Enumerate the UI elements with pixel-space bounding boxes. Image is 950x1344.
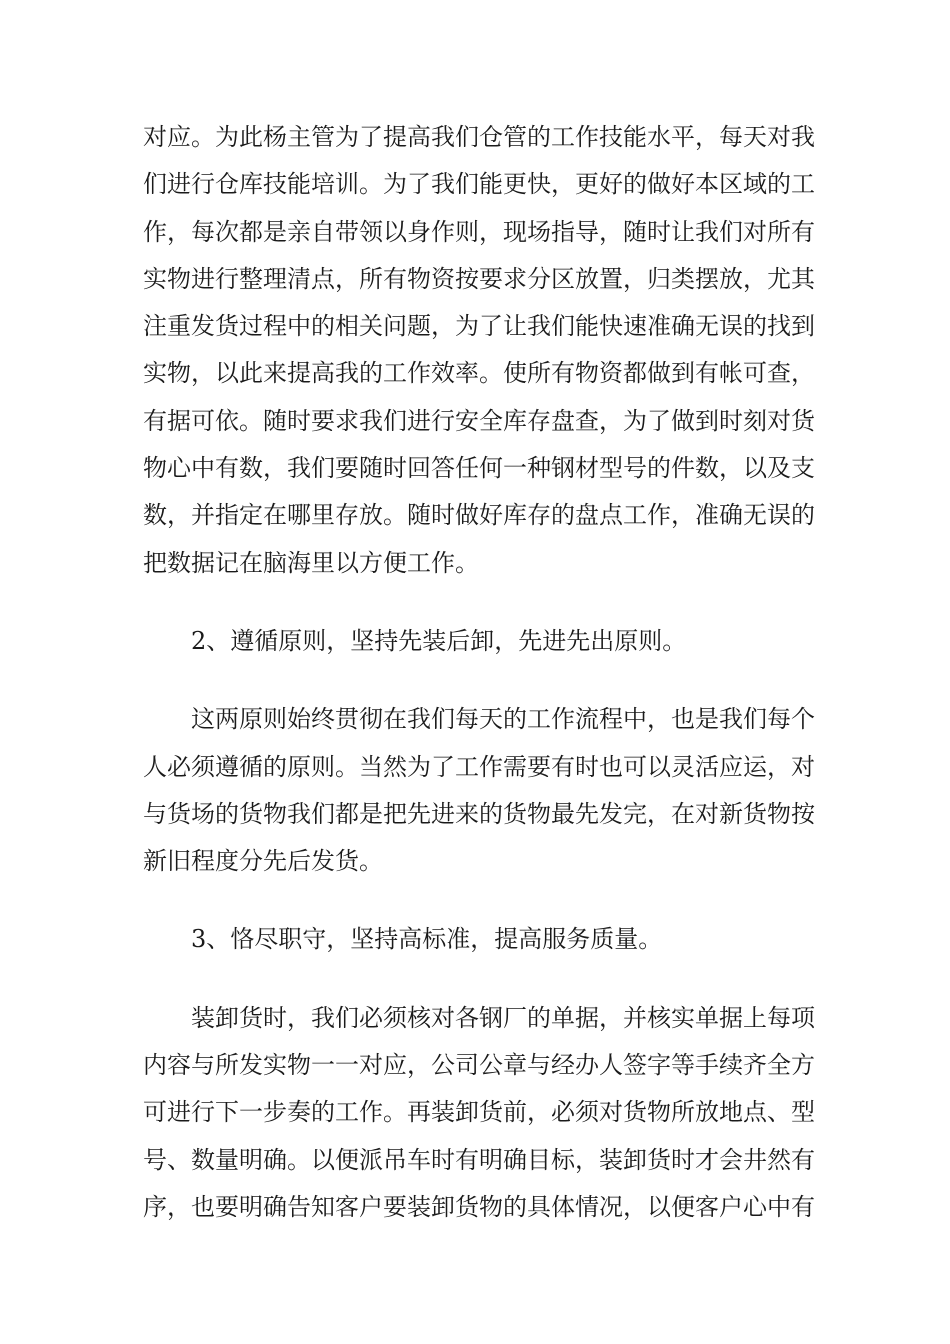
paragraph-gap [143,964,811,995]
document-body [143,114,815,1231]
text-line: 注重发货过程中的相关问题，为了让我们能快速准确无误的找到 [143,312,815,341]
text-line: 有据可依。随时要求我们进行安全库存盘查，为了做到时刻对货 [143,406,815,435]
text-line: 人必须遵循的原则。当然为了工作需要有时也可以灵活应运，对 [143,752,815,781]
paragraph-gap [143,587,811,618]
paragraph-1 [143,114,815,587]
text-line: 实物，以此来提高我的工作效率。使所有物资都做到有帐可查， [143,359,815,388]
paragraph-5 [143,995,815,1231]
text-line: 把数据记在脑海里以方便工作。 [143,548,479,577]
text-line: 对应。为此杨主管为了提高我们仓管的工作技能水平，每天对我 [143,123,815,151]
heading-line: 3、恪尽职守，坚持高标准，提高服务质量。 [191,925,663,954]
section-heading-3 [143,916,811,963]
paragraph-gap [143,885,811,916]
text-line: 们进行仓库技能培训。为了我们能更快，更好的做好本区域的工 [143,170,815,199]
section-heading-2 [143,618,811,665]
text-line: 物心中有数，我们要随时回答任何一种钢材型号的件数，以及支 [143,454,815,483]
text-line: 内容与所发实物一一对应，公司公章与经办人签字等手续齐全方 [143,1051,815,1080]
text-line: 这两原则始终贯彻在我们每天的工作流程中，也是我们每个 [191,705,815,734]
text-line: 可进行下一步奏的工作。再装卸货前，必须对货物所放地点、型 [143,1098,815,1127]
text-line: 与货场的货物我们都是把先进来的货物最先发完，在对新货物按 [143,799,815,828]
text-line: 序，也要明确告知客户要装卸货物的具体情况，以便客户心中有 [143,1192,815,1221]
text-line: 数，并指定在哪里存放。随时做好库存的盘点工作，准确无误的 [143,501,815,530]
text-line: 新旧程度分先后发货。 [143,847,383,876]
text-line: 实物进行整理清点，所有物资按要求分区放置，归类摆放，尤其 [143,264,815,293]
heading-line: 2、遵循原则，坚持先装后卸，先进先出原则。 [191,626,687,655]
text-line: 装卸货时，我们必须核对各钢厂的单据，并核实单据上每项 [191,1003,815,1032]
paragraph-3 [143,696,815,885]
text-line: 作，每次都是亲自带领以身作则，现场指导，随时让我们对所有 [143,217,815,246]
paragraph-gap [143,665,811,696]
text-line: 号、数量明确。以便派吊车时有明确目标，装卸货时才会井然有 [143,1145,815,1174]
